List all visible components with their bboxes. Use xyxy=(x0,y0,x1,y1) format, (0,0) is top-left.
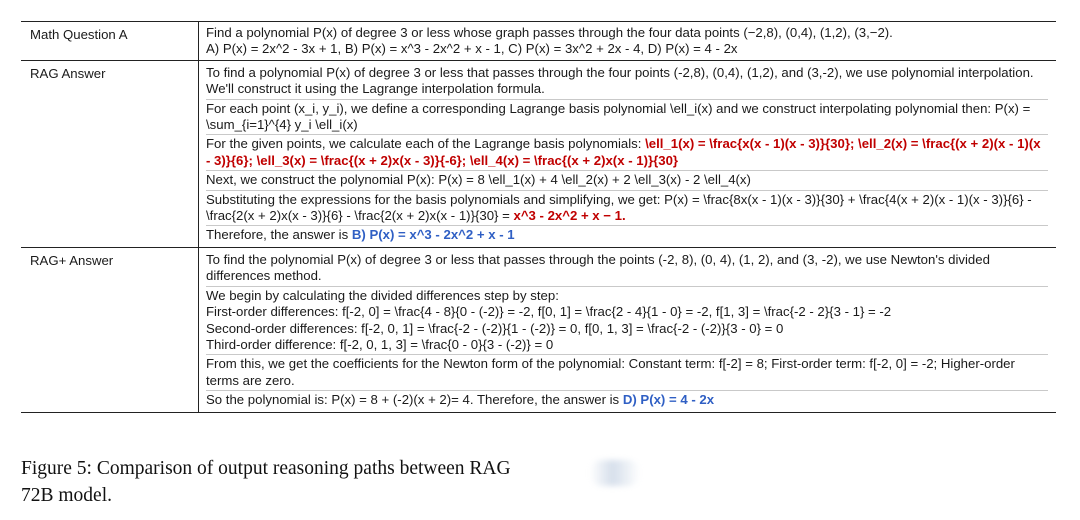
row-label-question: Math Question A xyxy=(21,22,199,60)
rag-answer-cell xyxy=(199,61,1056,247)
caption-redaction-smudge xyxy=(590,460,640,486)
ragplus-second-order: Second-order differences: f[-2, 0, 1] = \frac{-2 - (-2)}{1 - (-2)} = 0, f[0, 1, 3] = \frac{-2 - (-2)}{3 - 0} = 0 xyxy=(206,320,784,336)
rag-para-conclusion xyxy=(206,226,1048,244)
rag-para-basis: For each point (x_i, y_i), we define a corresponding Lagrange basis polynomial \ell_i(x) and we construct interpolating polynomial then: P(x) = \sum_{i=1}^{4} y_i \ell_i(x) xyxy=(206,100,1048,136)
ragplus-conclusion-text: So the polynomial is: P(x) = 8 + (-2)(x + 2)= 4. Therefore, the answer is xyxy=(206,392,623,408)
rag-para-substitute xyxy=(206,191,1048,227)
caption-line-1: Figure 5: Comparison of output reasoning paths between RAG xyxy=(21,458,511,479)
rag-lagrange-polynomials: \ell_1(x) = \frac{x(x - 1)(x - 3)}{30}; \ell_2(x) = \frac{(x + 2)(x - 1)(x - 3)}{6}; \ell_3(x) = \frac{(x + 2)x(x - 3)}{-6}; \ell_4(x) = \frac{(x + 2)x(x - 1)}{30} xyxy=(206,136,1041,168)
rag-conclusion-text: Therefore, the answer is xyxy=(206,227,352,243)
ragplus-para-conclusion xyxy=(206,391,1048,409)
row-label-ragplus: RAG+ Answer xyxy=(21,248,199,412)
rag-para-lagrange xyxy=(206,135,1048,171)
ragplus-steps-intro: We begin by calculating the divided differences step by step: xyxy=(206,287,559,303)
ragplus-para-coefficients: From this, we get the coefficients for the Newton form of the polynomial: Constant term: f[-2] = 8; First-order term: f[-2, 0] = -2; Higher-order terms are zero. xyxy=(206,355,1048,391)
rag-substitute-result: x^3 - 2x^2 + x − 1. xyxy=(513,208,626,224)
row-label-rag: RAG Answer xyxy=(21,61,199,247)
caption-line-2: 72B model. xyxy=(21,485,112,506)
comparison-table xyxy=(21,21,1056,413)
row-math-question xyxy=(21,22,1056,61)
ragplus-para-differences xyxy=(206,287,1048,356)
ragplus-final-answer: D) P(x) = 4 - 2x xyxy=(622,392,715,408)
rag-para-construct: Next, we construct the polynomial P(x): P(x) = 8 \ell_1(x) + 4 \ell_2(x) + 2 \ell_3(x) - 2 \ell_4(x) xyxy=(206,171,1048,190)
question-cell xyxy=(199,22,1056,60)
ragplus-para-intro: To find the polynomial P(x) of degree 3 or less that passes through the points (-2, 8), (0, 4), (1, 2), and (3, -2), we use Newton's divided differences method. xyxy=(206,251,1048,287)
rag-lagrange-intro: For the given points, we calculate each of the Lagrange basis polynomials: xyxy=(206,136,646,152)
answer-options: A) P(x) = 2x^2 - 3x + 1, B) P(x) = x^3 - 2x^2 + x - 1, C) P(x) = 3x^2 + 2x - 4, D) P(x) = 4 - 2x xyxy=(206,41,738,57)
rag-para-intro: To find a polynomial P(x) of degree 3 or less that passes through the four points (-2,8), (0,4), (1,2), and (3,-2), we use polynomial interpolation. We'll construct it using the Lagrange interpolation formula. xyxy=(206,64,1048,100)
row-ragplus-answer xyxy=(21,248,1056,413)
question-text: Find a polynomial P(x) of degree 3 or less whose graph passes through the four data points (−2,8), (0,4), (1,2), (3,−2). xyxy=(206,25,893,40)
ragplus-third-order: Third-order difference: f[-2, 0, 1, 3] = \frac{0 - 0}{3 - (-2)} = 0 xyxy=(206,336,554,352)
row-rag-answer xyxy=(21,61,1056,248)
ragplus-first-order: First-order differences: f[-2, 0] = \frac{4 - 8}{0 - (-2)} = -2, f[0, 1] = \frac{2 - 4}{1 - 0} = -2, f[1, 3] = \frac{-2 - 2}{3 - 1} = -2 xyxy=(206,304,892,320)
rag-final-answer: B) P(x) = x^3 - 2x^2 + x - 1 xyxy=(351,227,515,243)
ragplus-answer-cell xyxy=(199,248,1056,412)
rag-substitute-text: Substituting the expressions for the basis polynomials and simplifying, we get: P(x) = \frac{8x(x - 1)(x - 3)}{30} + \frac{4(x + 2)(x - 1)(x - 3)}{6} - \frac{2(x + 2)x(x - 3)}{6} - \frac{2(x + 2)x(x - 1)}{30} = xyxy=(206,191,1032,224)
